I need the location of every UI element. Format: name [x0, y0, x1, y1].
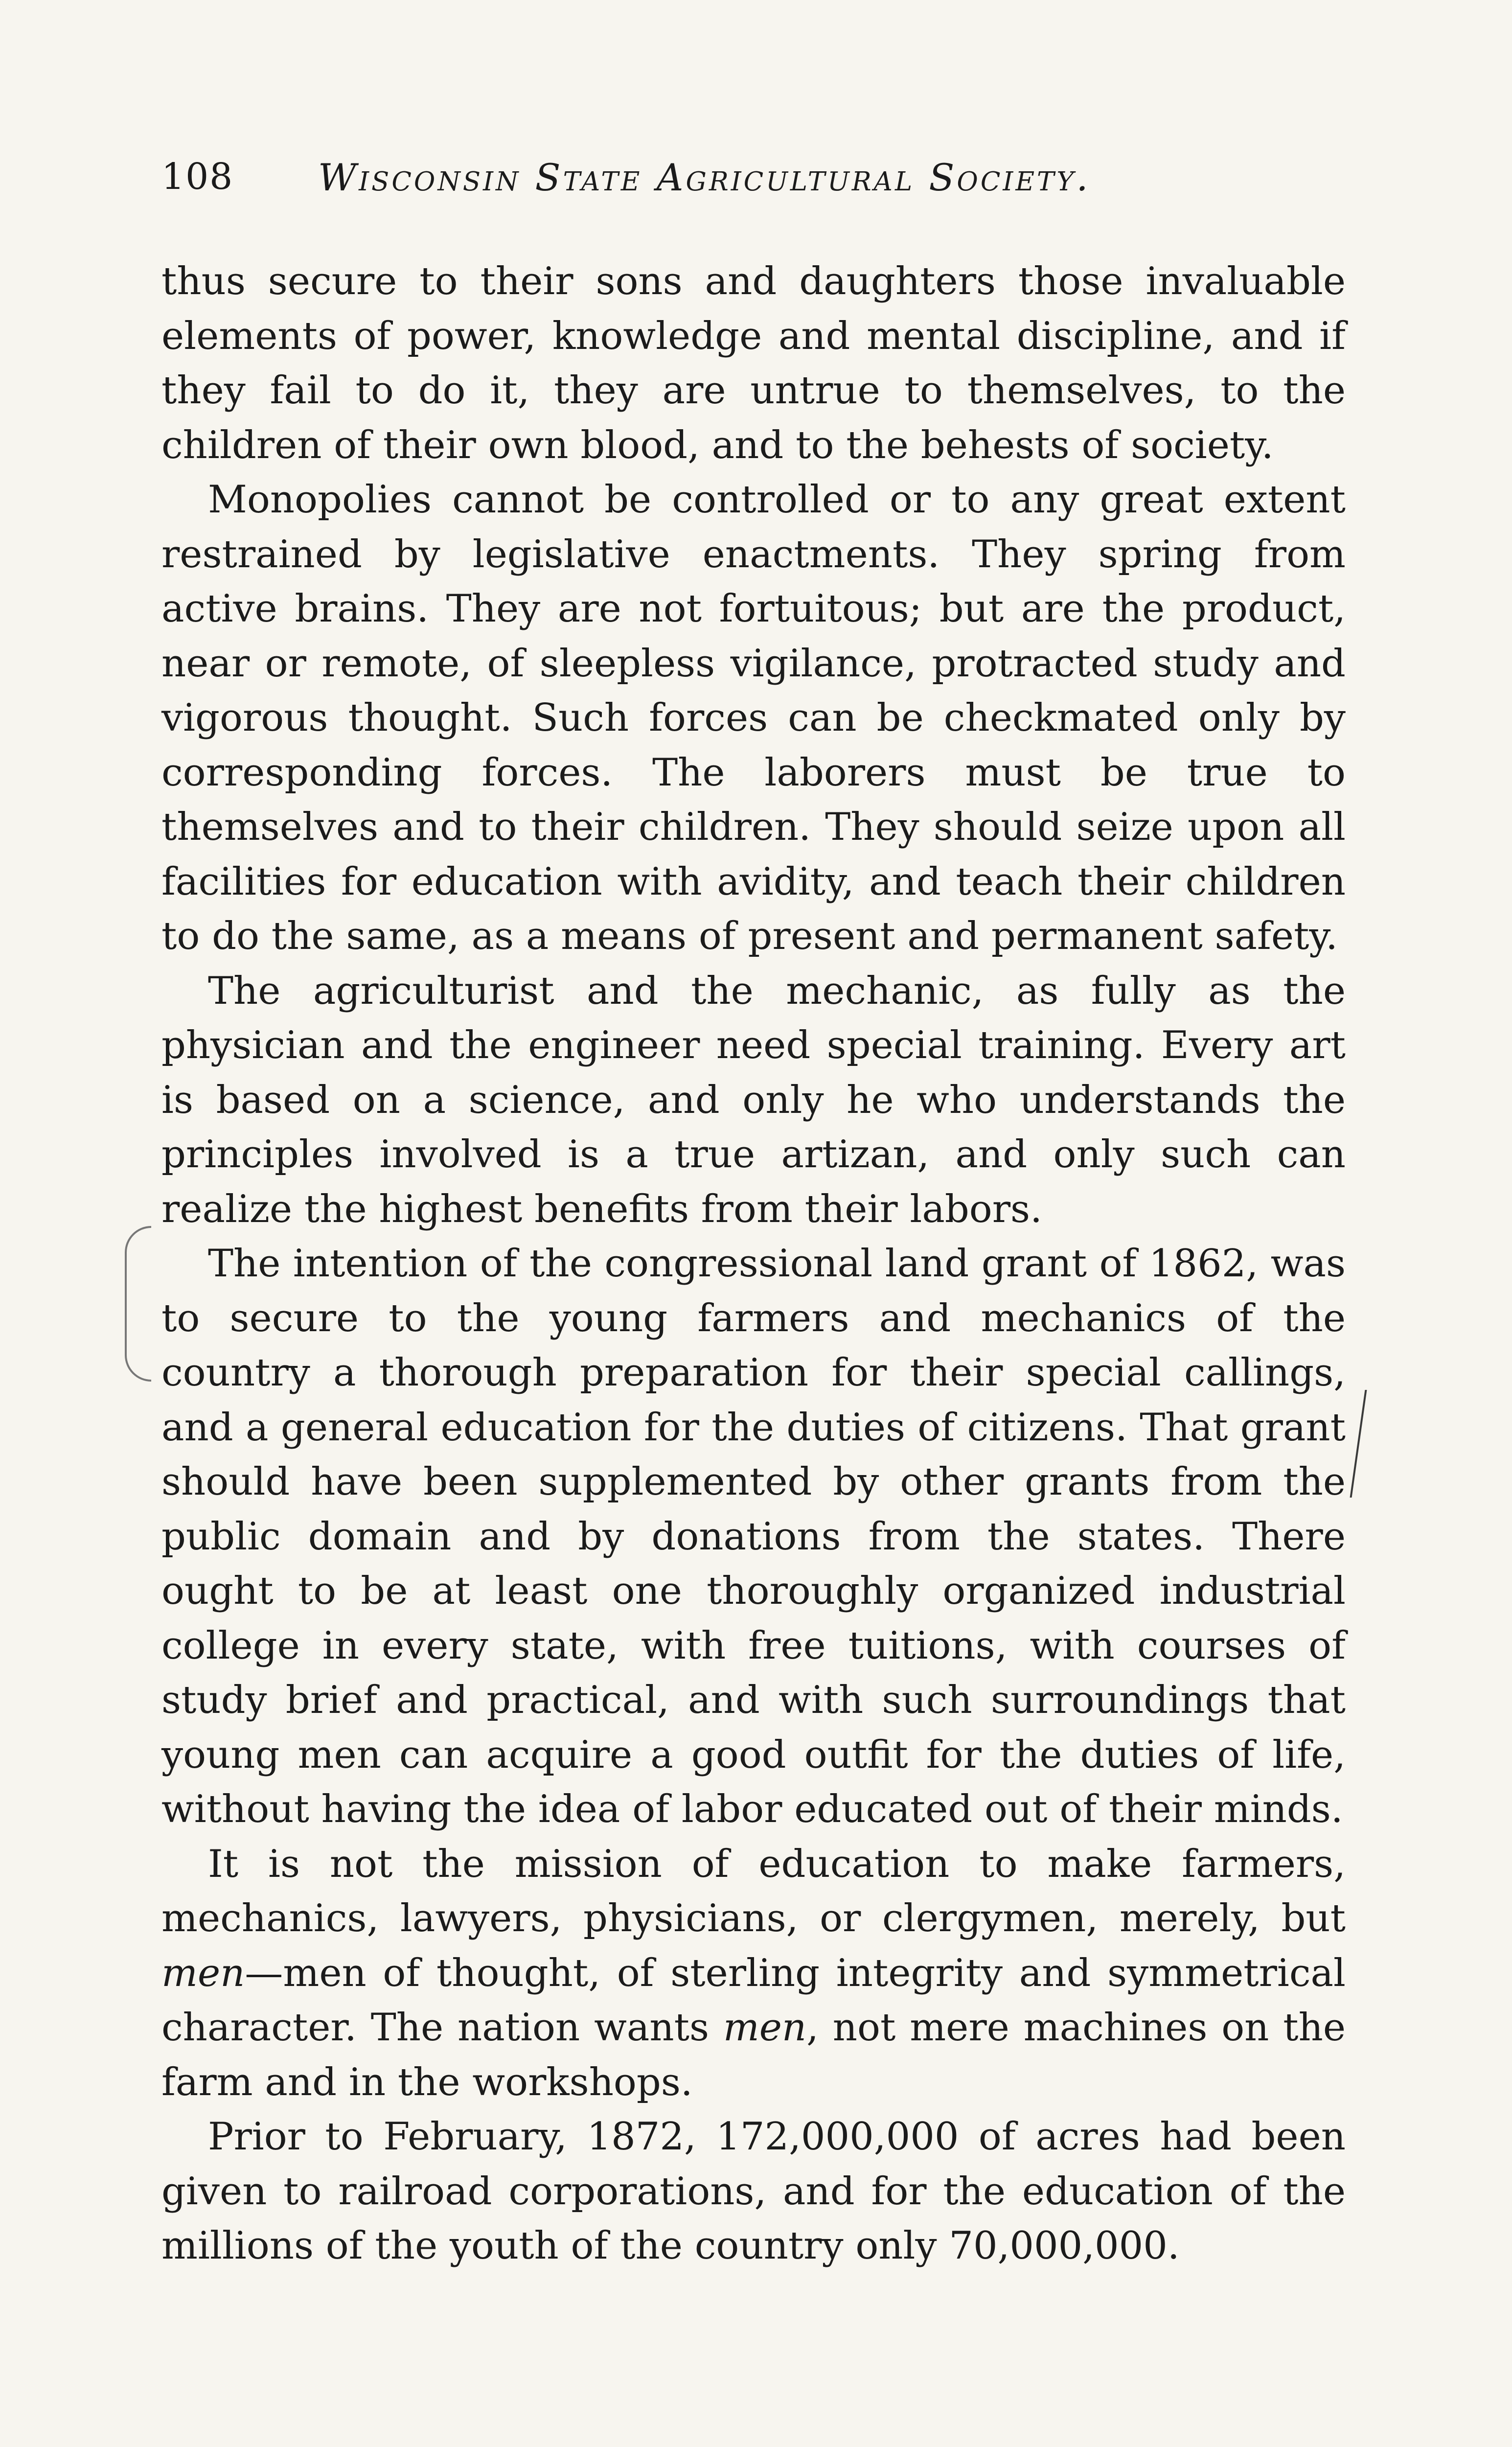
mission-emphasis-1: men: [161, 1951, 245, 1995]
paragraph-mission: [161, 1837, 1346, 2110]
mission-emphasis-2: men: [723, 2006, 807, 2050]
paragraph-monopolies: Monopolies cannot be controlled or to any great extent restrained by legislative enactments. They spring from active brains. They are not fortuitous; but are the product, near or remote, of sleepless vigilance, protracted study and vigorous thought. Such forces can be checkmated only by corresponding forces. The laborers must be true to themselves and to their children. They should seize upon all facilities for education with avidity, and teach their children to do the same, as a means of present and permanent safety.: [161, 478, 1346, 958]
body-text: [161, 254, 1346, 2274]
mission-text-2: —men of thought, of sterling integrity and symmetrical character. The nation wants: [161, 1951, 1346, 2050]
paragraph-continuation: thus secure to their sons and daughters those invaluable elements of power, knowledge and mental discipline, and if they fail to do it, they are untrue to themselves, to the children of their own blood, and to the behests of society.: [161, 259, 1346, 467]
page-header: [161, 156, 1336, 209]
paragraph-railroad: Prior to February, 1872, 172,000,000 of acres had been given to railroad corporations, and for the education of the millions of the youth of the country only 70,000,000.: [161, 2115, 1346, 2268]
paragraph-agriculturist: The agriculturist and the mechanic, as fully as the physician and the engineer need special training. Every art is based on a science, and only he who understands the principles involved is a true artizan, and only such can realize the highest benefits from their labors.: [161, 969, 1346, 1231]
right-margin-bracket: [1343, 1390, 1367, 1498]
running-head: Wisconsin State Agricultural Society.: [318, 156, 1091, 199]
mission-text-1: It is not the mission of education to make farmers, mechanics, lawyers, physicians, or clergymen, merely, but: [161, 1842, 1346, 1940]
left-margin-bracket: [125, 1226, 151, 1382]
mission-text-3: , not mere machines on the farm and in the workshops.: [161, 2006, 1346, 2104]
paragraph-land-grant: The intention of the congressional land grant of 1862, was to secure to the young farmers and mechanics of the country a thorough preparation for their special callings, and a general education for the duties of citizens. That grant should have been supplemented by other grants from the public domain and by donations from the states. There ought to be at least one thoroughly organized industrial college in every state, with free tuitions, with courses of study brief and practical, and with such surroundings that young men can acquire a good outfit for the duties of life, without having the idea of labor educated out of their minds.: [161, 1242, 1346, 1831]
page-number: 108: [161, 156, 234, 198]
